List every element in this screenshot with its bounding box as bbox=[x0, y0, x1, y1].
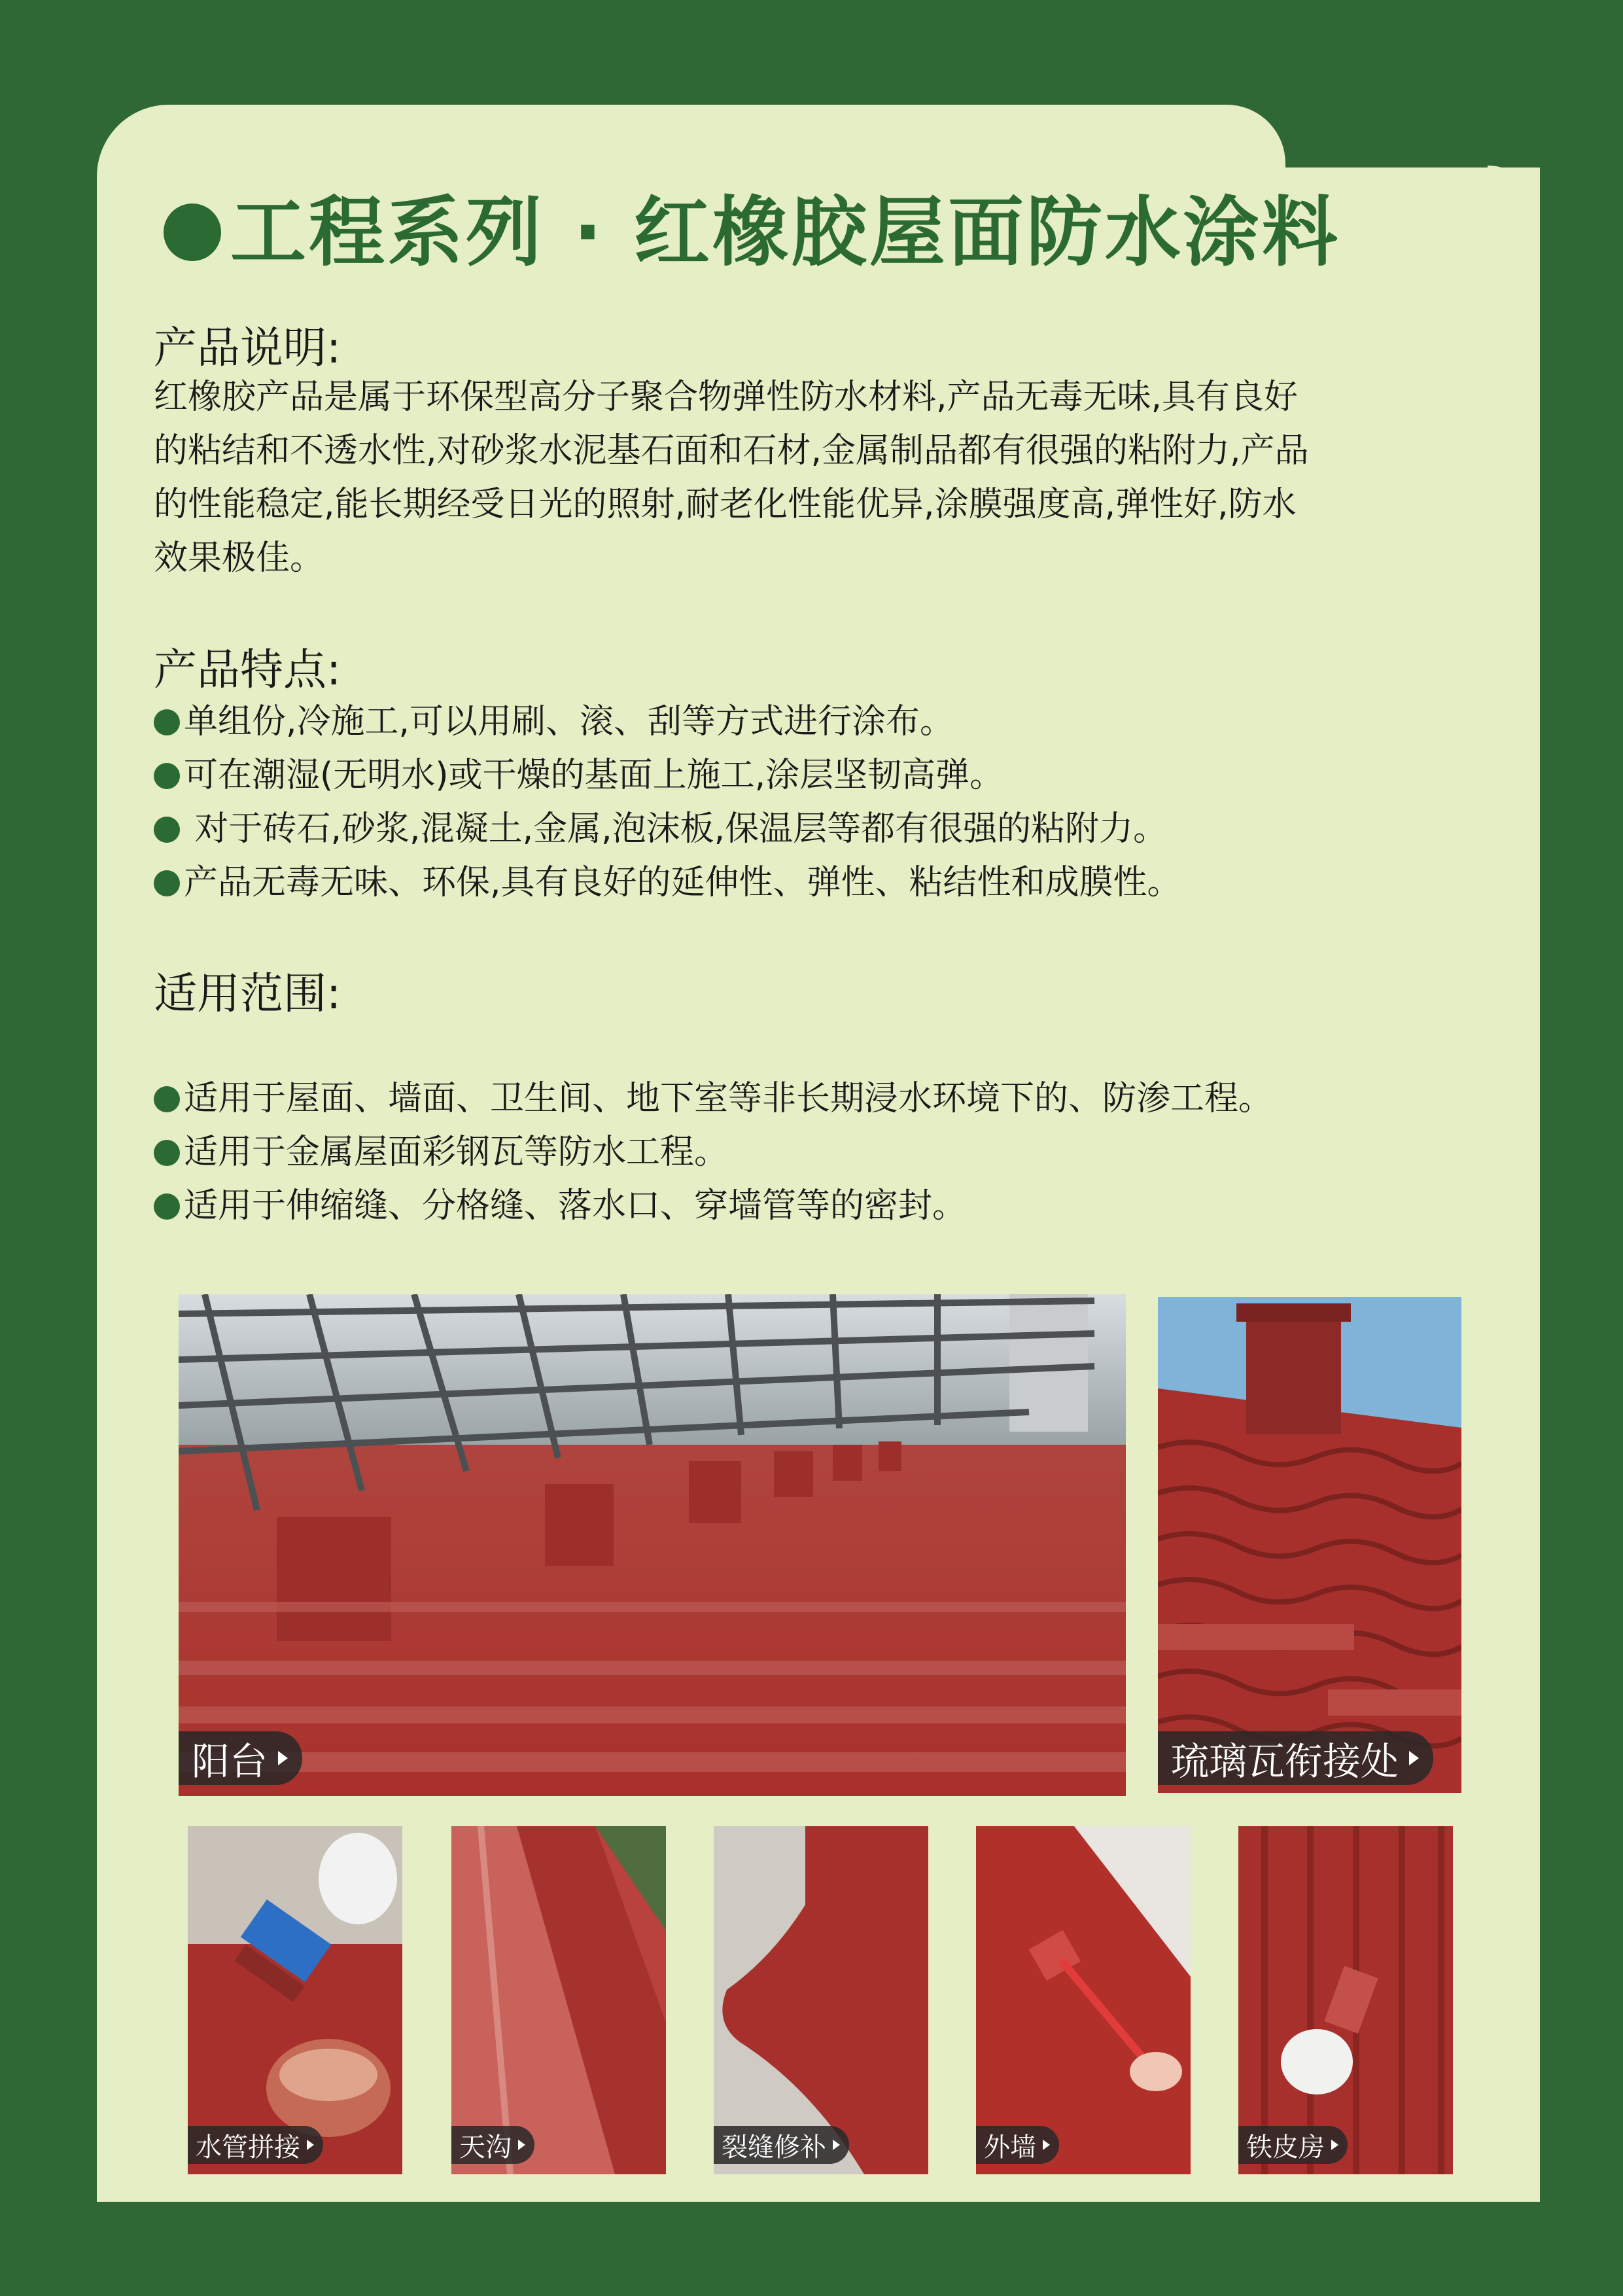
play-arrow-icon bbox=[833, 2140, 840, 2150]
description-text bbox=[154, 370, 1495, 585]
photo-gutter bbox=[451, 1826, 666, 2174]
list-item: 产品无毒无味、环保,具有良好的延伸性、弹性、粘结性和成膜性。 bbox=[154, 856, 1181, 910]
crack-illustration bbox=[714, 1826, 928, 2174]
features-list bbox=[154, 695, 1181, 910]
photo-label: 裂缝修补 bbox=[714, 2126, 849, 2164]
wall-illustration bbox=[976, 1826, 1191, 2174]
bullet-icon bbox=[154, 1193, 180, 1220]
photo-tile-roof bbox=[1158, 1297, 1461, 1793]
bullet-icon bbox=[164, 203, 221, 261]
bullet-icon bbox=[154, 1140, 180, 1166]
features-heading: 产品特点: bbox=[154, 645, 341, 695]
play-arrow-icon bbox=[1331, 2140, 1338, 2150]
photo-label: 阳台 bbox=[179, 1731, 302, 1785]
shed-illustration bbox=[1238, 1826, 1453, 2174]
scope-heading: 适用范围: bbox=[154, 968, 341, 1019]
play-arrow-icon bbox=[518, 2140, 525, 2150]
photo-label: 外墙 bbox=[976, 2126, 1059, 2164]
play-arrow-icon bbox=[278, 1751, 288, 1765]
bullet-icon bbox=[154, 1086, 180, 1112]
scope-list bbox=[154, 1072, 1272, 1233]
photo-label: 铁皮房 bbox=[1238, 2126, 1348, 2164]
description-line: 效果极佳。 bbox=[154, 539, 324, 578]
bullet-icon bbox=[154, 763, 180, 789]
photo-balcony bbox=[179, 1294, 1126, 1796]
photo-iron-shed bbox=[1238, 1826, 1453, 2174]
description-line: 的粘结和不透水性,对砂浆水泥基石面和石材,金属制品都有很强的粘附力,产品 bbox=[154, 431, 1309, 470]
description-heading: 产品说明: bbox=[154, 323, 341, 373]
bullet-icon bbox=[154, 870, 180, 896]
photo-pipe-joint bbox=[188, 1826, 402, 2174]
photo-label: 琉璃瓦衔接处 bbox=[1158, 1731, 1433, 1785]
list-item: 对于砖石,砂浆,混凝土,金属,泡沫板,保温层等都有很强的粘附力。 bbox=[154, 802, 1181, 856]
list-item: 适用于屋面、墙面、卫生间、地下室等非长期浸水环境下的、防渗工程。 bbox=[154, 1072, 1272, 1125]
bullet-icon bbox=[154, 709, 180, 735]
play-arrow-icon bbox=[1409, 1751, 1419, 1765]
play-arrow-icon bbox=[307, 2140, 314, 2150]
description-line: 的性能稳定,能长期经受日光的照射,耐老化性能优异,涂膜强度高,弹性好,防水 bbox=[154, 485, 1297, 524]
pipe-illustration bbox=[188, 1826, 402, 2174]
list-item: 单组份,冷施工,可以用刷、滚、刮等方式进行涂布。 bbox=[154, 695, 1181, 749]
play-arrow-icon bbox=[1043, 2140, 1050, 2150]
roof-illustration bbox=[179, 1294, 1126, 1796]
photo-label: 水管拼接 bbox=[188, 2126, 323, 2164]
photo-crack-repair bbox=[714, 1826, 928, 2174]
tile-roof-illustration bbox=[1158, 1297, 1461, 1793]
list-item: 适用于伸缩缝、分格缝、落水口、穿墙管等的密封。 bbox=[154, 1179, 1272, 1233]
photo-label: 天沟 bbox=[451, 2126, 534, 2164]
page-title: 工程系列 · 红橡胶屋面防水涂料 bbox=[164, 171, 1340, 281]
photo-exterior-wall bbox=[976, 1826, 1191, 2174]
gutter-illustration bbox=[451, 1826, 666, 2174]
list-item: 可在潮湿(无明水)或干燥的基面上施工,涂层坚韧高弹。 bbox=[154, 749, 1181, 802]
list-item: 适用于金属屋面彩钢瓦等防水工程。 bbox=[154, 1125, 1272, 1179]
bullet-icon bbox=[154, 817, 180, 843]
description-line: 红橡胶产品是属于环保型高分子聚合物弹性防水材料,产品无毒无味,具有良好 bbox=[154, 378, 1299, 417]
